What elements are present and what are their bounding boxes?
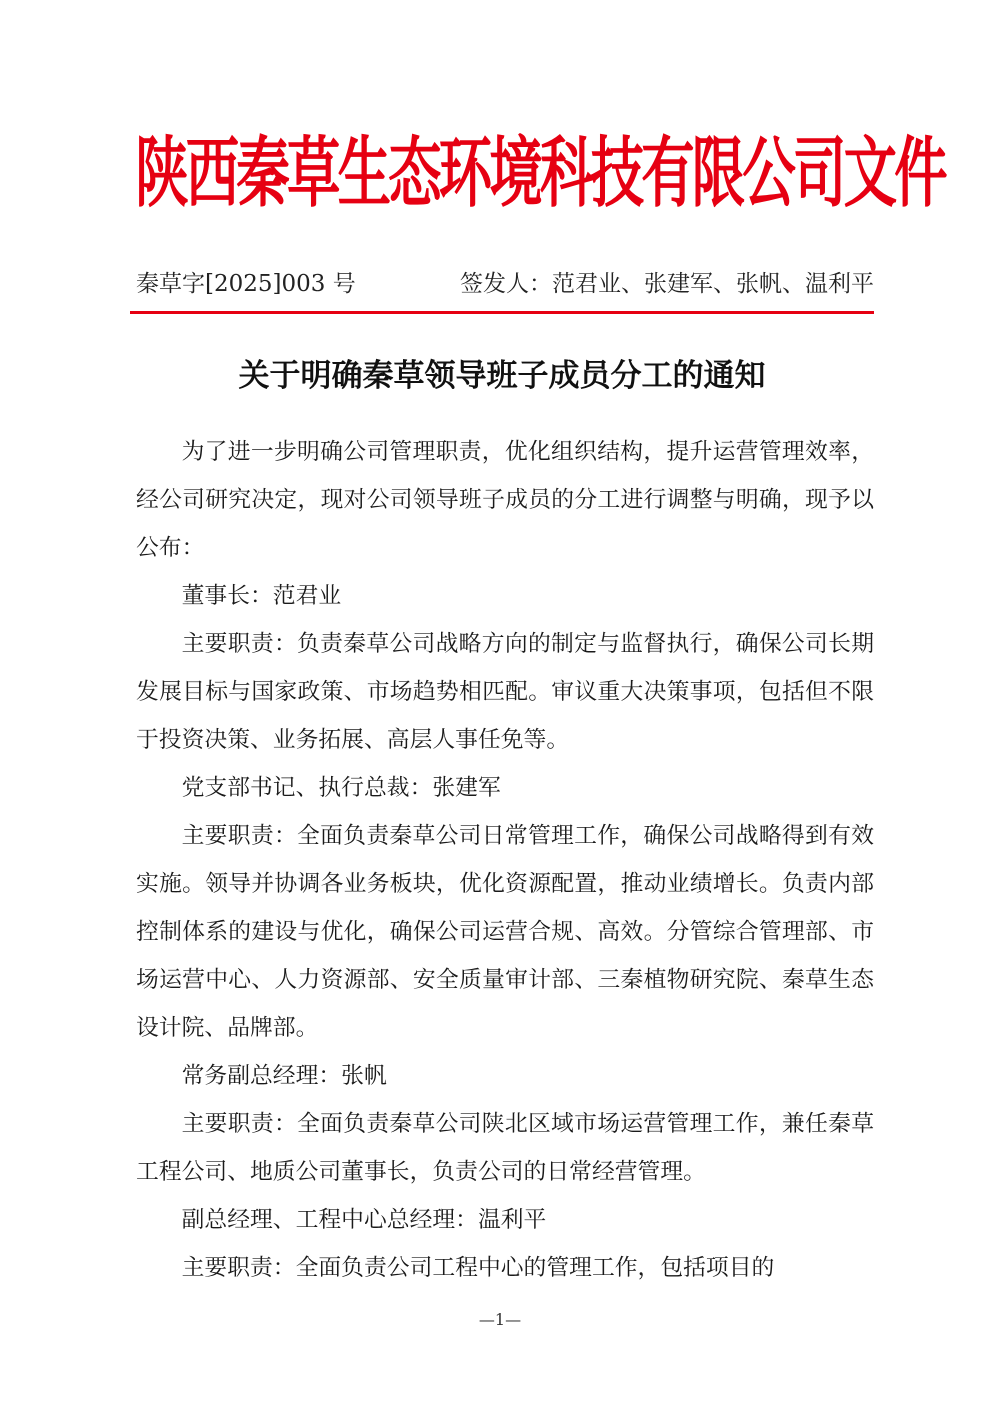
- document-info-line: [136, 262, 874, 306]
- red-divider-line: [130, 311, 874, 314]
- signers-line: 签发人：范君业、张建军、张帆、温利平: [460, 271, 874, 297]
- notice-title: 关于明确秦草领导班子成员分工的通知: [238, 358, 766, 394]
- duties-executive-president: 主要职责：全面负责秦草公司日常管理工作，确保公司战略得到有效实施。领导并协调各业务板块，优化资源配置，推动业绩增长。负责内部控制体系的建设与优化，确保公司运营合规、高效。分管综合管理部、市场运营中心、人力资源部、安全质量审计部、三秦植物研究院、秦草生态设计院、品牌部。: [136, 823, 874, 1041]
- document-number: 秦草字[2025]003 号: [136, 271, 356, 297]
- duties-vp-engineering: 主要职责：全面负责公司工程中心的管理工作，包括项目的: [181, 1255, 775, 1281]
- org-masthead-title: [100, 118, 945, 228]
- role-heading-executive-vp: 常务副总经理：张帆: [181, 1063, 387, 1089]
- org-masthead-text: 陕西秦草生态环境科技有限公司文件: [135, 128, 945, 218]
- role-heading-executive-president: 党支部书记、执行总裁：张建军: [181, 775, 501, 801]
- role-heading-vp-engineering: 副总经理、工程中心总经理：温利平: [181, 1207, 547, 1233]
- notice-body: [136, 428, 874, 1292]
- page-number: —1—: [478, 1310, 522, 1329]
- duties-executive-vp: 主要职责：全面负责秦草公司陕北区域市场运营管理工作，兼任秦草工程公司、地质公司董事长，负责公司的日常经营管理。: [136, 1111, 874, 1185]
- intro-paragraph: 为了进一步明确公司管理职责，优化组织结构，提升运营管理效率，经公司研究决定，现对公司领导班子成员的分工进行调整与明确，现予以公布：: [136, 439, 874, 561]
- role-heading-chairman: 董事长：范君业: [181, 583, 342, 609]
- duties-chairman: 主要职责：负责秦草公司战略方向的制定与监督执行，确保公司长期发展目标与国家政策、市场趋势相匹配。审议重大决策事项，包括但不限于投资决策、业务拓展、高层人事任免等。: [136, 631, 874, 753]
